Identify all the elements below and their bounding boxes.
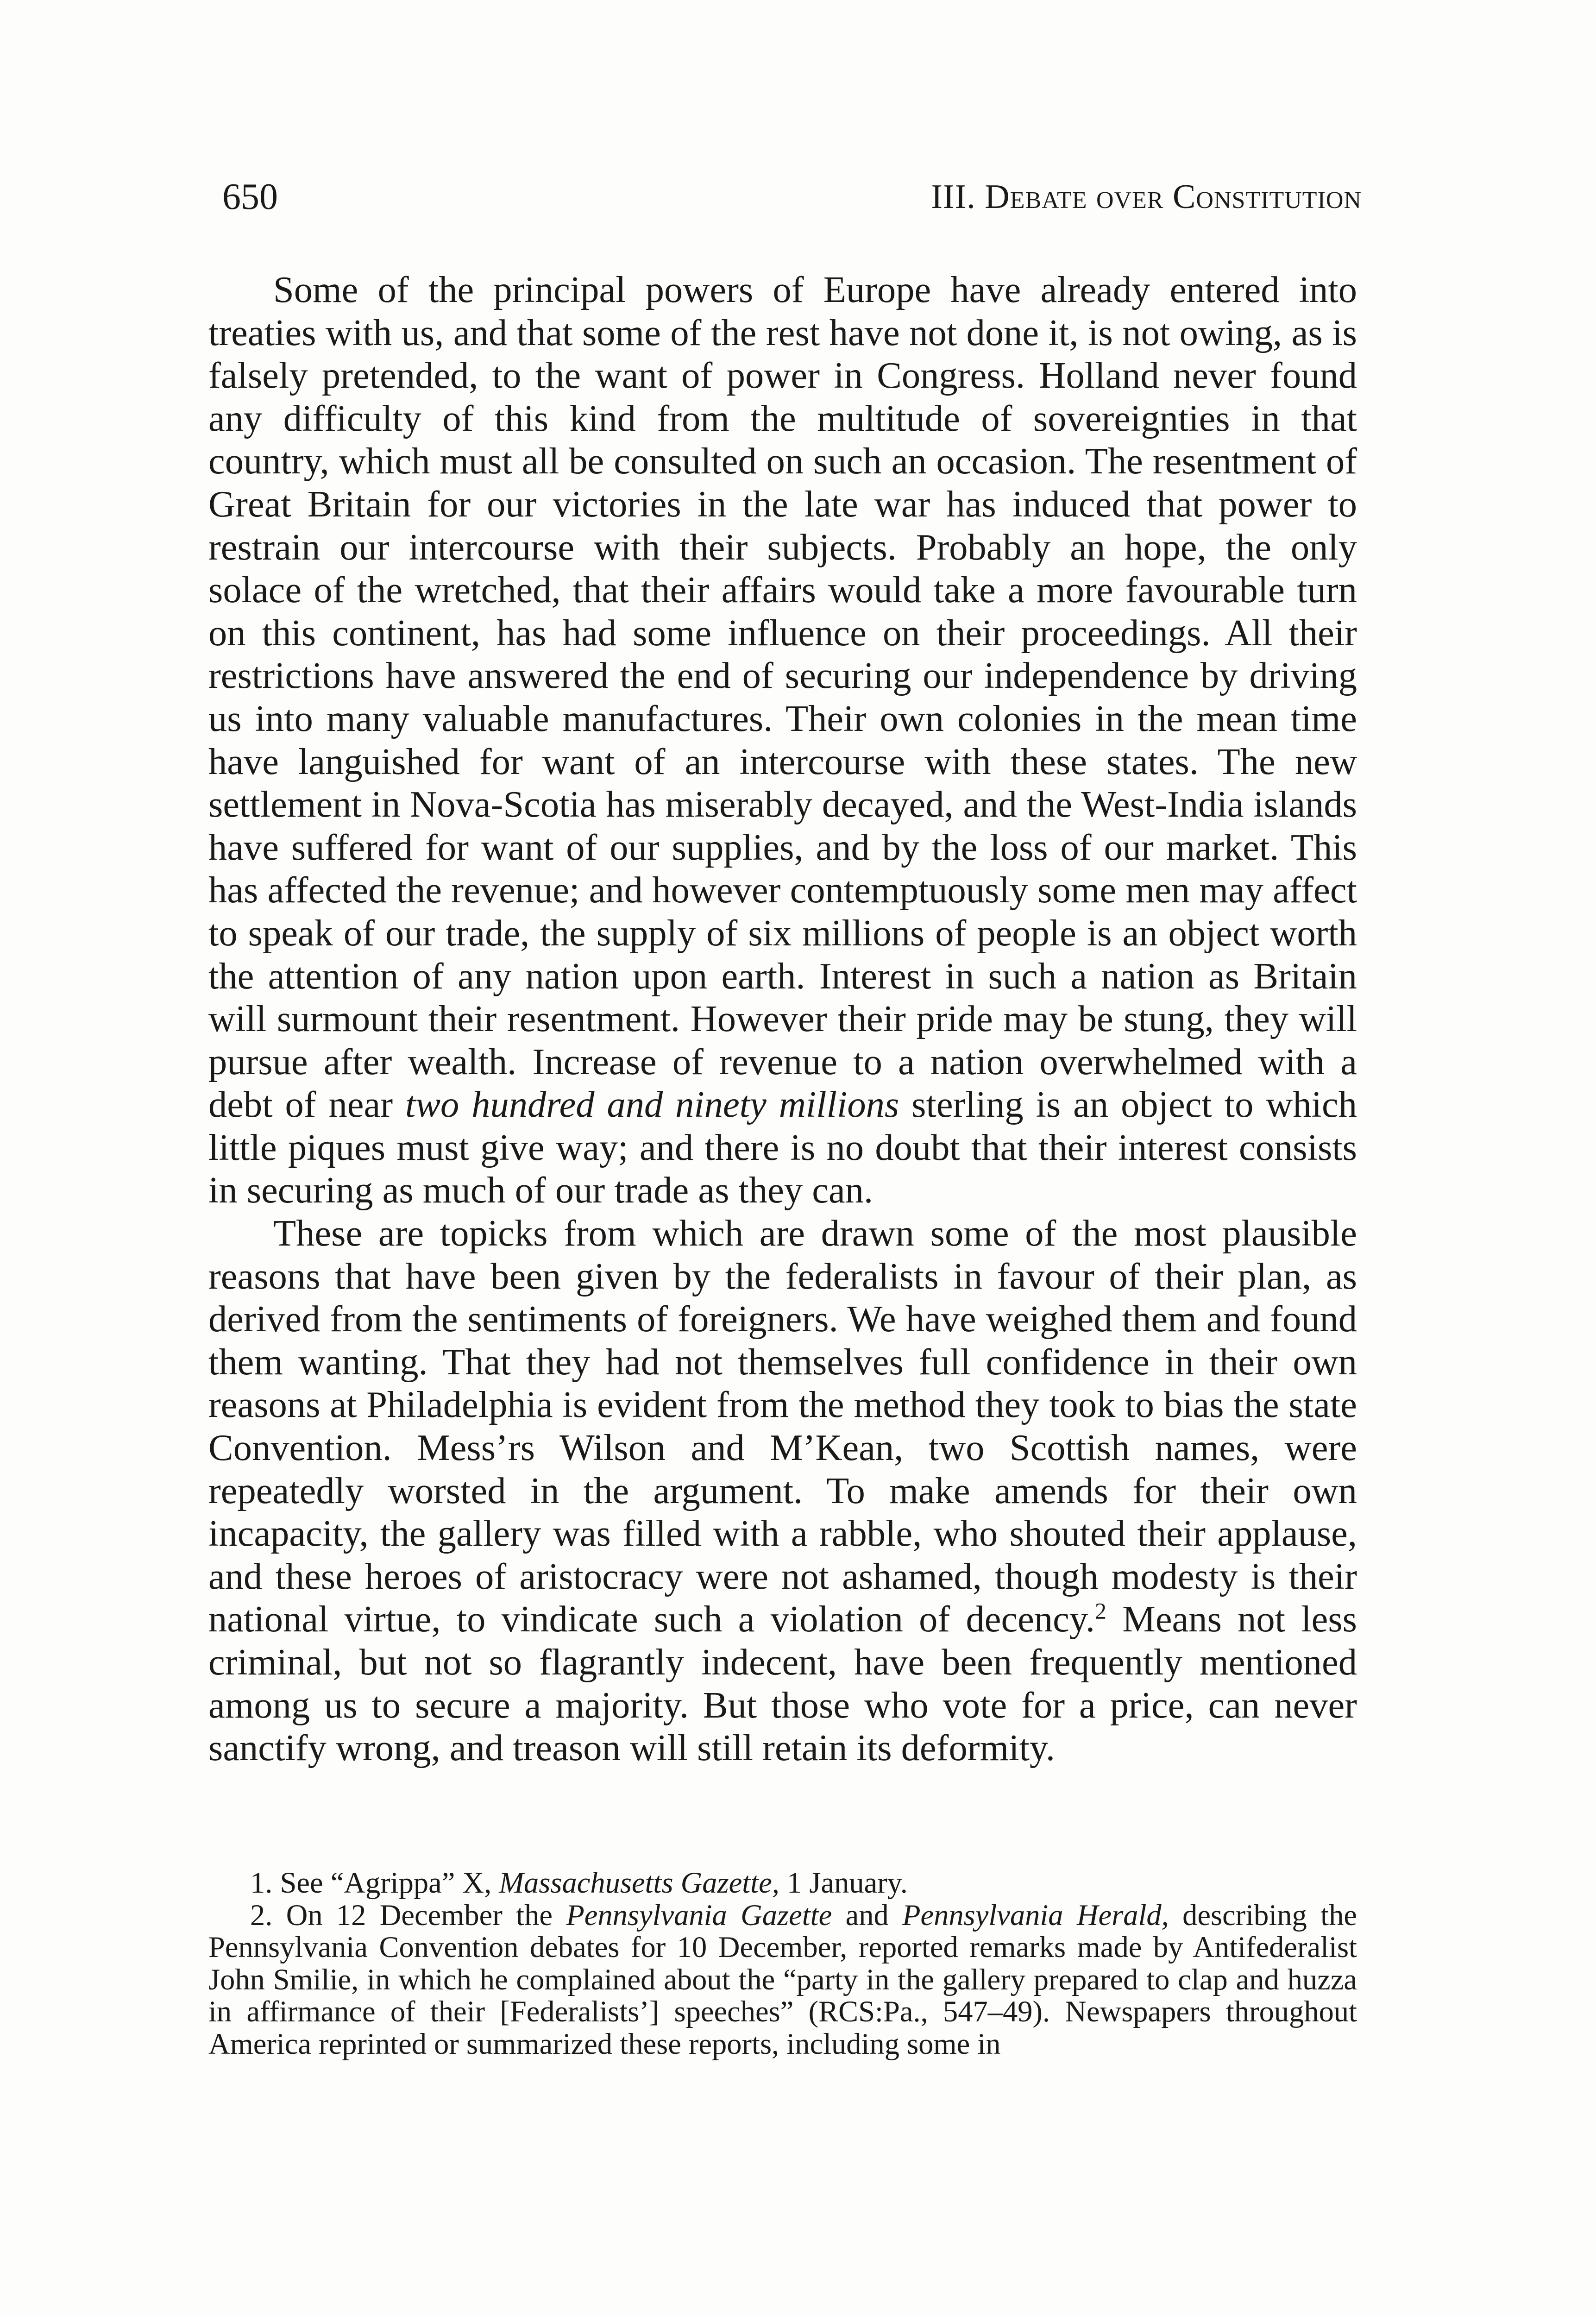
footnote-2-italic-text-a: Pennsylvania Gazette — [566, 1898, 832, 1932]
paragraph-1-text-a: Some of the principal powers of Europe have already entered into treaties with us, and that some of the rest have not done it, is not owing, as is falsely pretended, to the want of power in Congress. Holland never found any difficulty of this kind from the multitude of sovereignties in that country, which must all be consulted on such an occasion. The resentment of Great Britain for our victories in the late war has induced that power to restrain our intercourse with their subjects. Probably an hope, the only solace of the wretched, that their affairs would take a more favourable turn on this continent, has had some influence on their proceedings. All their restrictions have answered the end of securing our independence by driving us into many valuable manufactures. Their own colonies in the mean time have languished for want of an intercourse with these states. The new settlement in Nova-Scotia has miserably decayed, and the West-India islands have suffered for want of our supplies, and by the loss of our market. This has affected the revenue; and however contemptuously some men may affect to speak of our trade, the supply of six millions of people is an object worth the attention of any nation upon earth. Interest in such a nation as Britain will surmount their resentment. However their pride may be stung, they will pursue after wealth. Increase of revenue to a nation overwhelmed with a debt of near — [208, 269, 1357, 1126]
paragraph-2 — [208, 1212, 1357, 1770]
footnote-2 — [208, 1899, 1357, 2060]
footnote-reference-2: 2 — [1095, 1598, 1106, 1624]
paragraph-1-italic-text: two hundred and ninety millions — [405, 1084, 899, 1126]
footnote-1 — [208, 1867, 1357, 1899]
page-number: 650 — [222, 176, 278, 217]
footnote-2-text-a: 2. On 12 December the — [250, 1898, 566, 1932]
footnote-1-italic-text: Massachusetts Gazette, — [499, 1866, 779, 1899]
section-title: III. Debate over Constitution — [931, 178, 1362, 216]
footnotes — [208, 1867, 1357, 2060]
footnote-2-text-b: and — [832, 1898, 903, 1932]
paragraph-1 — [208, 269, 1357, 1212]
paragraph-2-text-b: Means not less criminal, but not so flagrantly indecent, have been frequently mentioned among us to secure a majority. But those who vote for a price, can never sanctify wrong, and treason will still retain its deformity. — [208, 1599, 1357, 1769]
footnote-2-italic-text-b: Pennsylvania Herald, — [902, 1898, 1169, 1932]
footnote-1-text-a: 1. See “Agrippa” X, — [250, 1866, 499, 1899]
paragraph-1-text-b: sterling is an object to which little piques must give way; and there is no doubt that their interest consists in securing as much of our trade as they can. — [208, 1084, 1357, 1211]
footnote-1-text-b: 1 January. — [779, 1866, 908, 1899]
body-text — [208, 269, 1357, 1770]
paragraph-2-text-a: These are topicks from which are drawn some of the most plausible reasons that have been given by the federalists in favour of their plan, as derived from the sentiments of foreigners. We have weighed them and found them wanting. That they had not themselves full confidence in their own reasons at Philadelphia is evident from the method they took to bias the state Convention. Mess’rs Wilson and M’Kean, two Scottish names, were repeatedly worsted in the argument. To make amends for their own incapacity, the gallery was filled with a rabble, who shouted their applause, and these heroes of aristocracy were not ashamed, though modesty is their national virtue, to vindicate such a violation of decency. — [208, 1213, 1357, 1640]
running-head — [222, 171, 1362, 227]
footnote-2-text-c: describing the Pennsylvania Convention debates for 10 December, reported remarks made by Antifederalist John Smilie, in which he complained about the “party in the gallery prepared to clap and huzza in affirmance of their [Federalists’] speeches” (RCS:Pa., 547–49). Newspapers throughout America reprinted or summarized these reports, including some in — [208, 1898, 1357, 2060]
